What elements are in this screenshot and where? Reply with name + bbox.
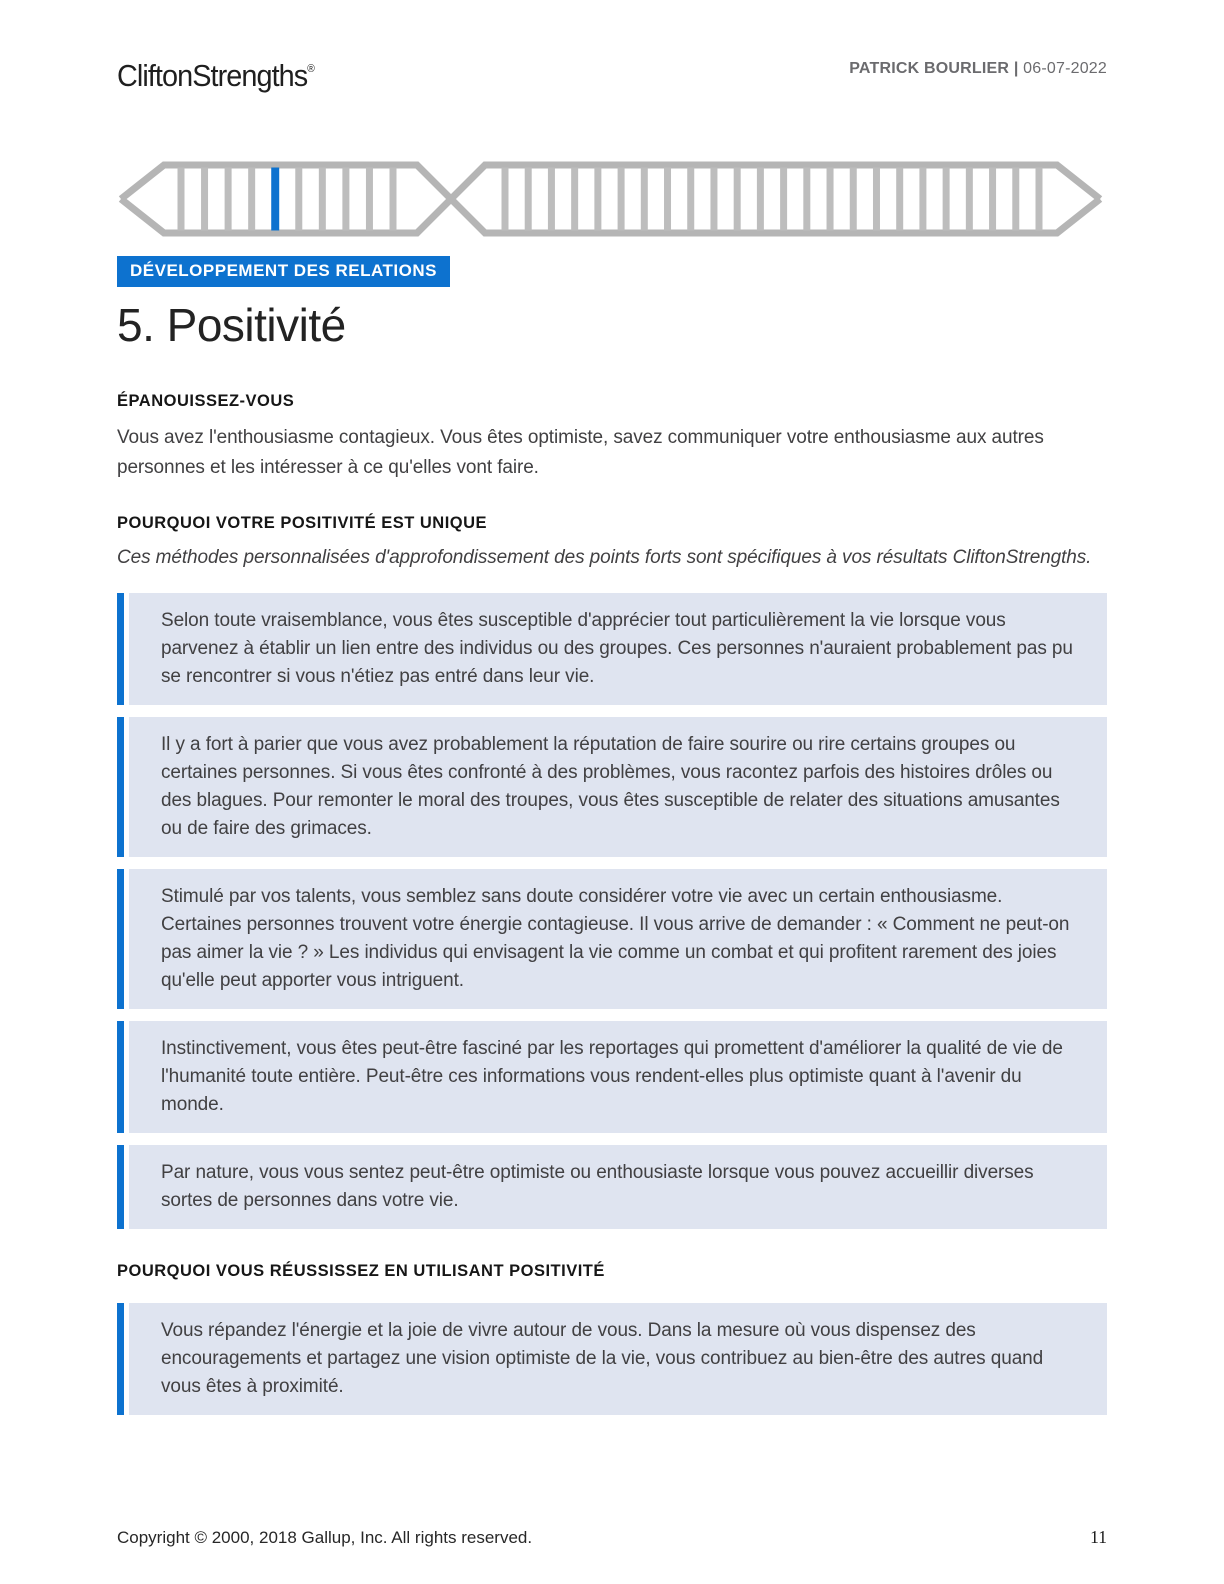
unique-insight-list [117,593,1107,1229]
insight-accent-bar [117,869,124,1009]
cliftonstrengths-logo [117,50,315,95]
domain-badge [117,256,450,287]
insight-accent-bar [117,717,124,857]
insight-box [117,717,1107,857]
insight-text: Stimulé par vos talents, vous semblez sans doute considérer votre vie avec un certain enthousiasme. Certaines personnes trouvent votre énergie contagieuse. Il vous arrive de demander : « Comment ne peut-on pas aimer la vie ? » Les individus qui envisagent la vie comme un combat et qui profitent rarement des joies qu'elle peut apporter vous intriguent. [129,869,1107,1009]
insight-box [117,869,1107,1009]
insight-box [117,1145,1107,1229]
page-number: 11 [1090,1527,1107,1547]
section-thrive [117,391,1107,483]
report-date: 06-07-2022 [1023,60,1107,77]
insight-text: Il y a fort à parier que vous avez probablement la réputation de faire sourire ou rire certains groupes ou certaines personnes. Si vous êtes confronté à des problèmes, vous racontez parfois des histoires drôles ou des blagues. Pour remonter le moral des troupes, vous êtes susceptible de relater des situations amusantes ou de faire des grimaces. [129,717,1107,857]
header-meta [849,60,1107,78]
page-footer [117,1527,1107,1548]
insight-box [117,1303,1107,1415]
logo-text: CliftonStrengths [117,58,308,93]
unique-intro: Ces méthodes personnalisées d'approfondissement des points forts sont spécifiques à vos résultats CliftonStrengths. [117,547,1092,568]
thrive-heading: ÉPANOUISSEZ-VOUS [117,392,295,410]
copyright-text: Copyright © 2000, 2018 Gallup, Inc. All rights reserved. [117,1528,533,1547]
insight-accent-bar [117,1303,124,1415]
person-name: PATRICK BOURLIER [849,60,1010,77]
insight-box [117,593,1107,705]
insight-text: Instinctivement, vous êtes peut-être fasciné par les reportages qui promettent d'améliorer la qualité de vie de l'humanité toute entière. Peut-être ces informations vous rendent-elles plus optimiste quant à l'avenir du monde. [129,1021,1107,1133]
dna-strand-graphic [117,157,1107,241]
header-divider: | [1013,60,1019,77]
insight-accent-bar [117,1145,124,1229]
insight-accent-bar [117,1021,124,1133]
insight-text: Vous répandez l'énergie et la joie de vivre autour de vous. Dans la mesure où vous dispensez des encouragements et partagez une vision optimiste de la vie, vous contribuez au bien-être des autres quand vous êtes à proximité. [129,1303,1107,1415]
page-header [117,0,1107,95]
succeed-heading: POURQUOI VOUS RÉUSSISSEZ EN UTILISANT POSITIVITÉ [117,1262,605,1280]
domain-badge-label: DÉVELOPPEMENT DES RELATIONS [130,261,437,280]
thrive-body: Vous avez l'enthousiasme contagieux. Vous êtes optimiste, savez communiquer votre enthousiasme aux autres personnes et les intéresser à ce qu'elles vont faire. [117,427,1044,478]
section-unique [117,513,1107,1229]
insight-box [117,1021,1107,1133]
page-title: 5. Positivité [117,299,346,351]
section-succeed [117,1261,1107,1415]
dna-strand-svg [117,157,1107,241]
insight-text: Par nature, vous vous sentez peut-être optimiste ou enthousiaste lorsque vous pouvez accueillir diverses sortes de personnes dans votre vie. [129,1145,1107,1229]
succeed-insight-list [117,1303,1107,1415]
insight-accent-bar [117,593,124,705]
insight-text: Selon toute vraisemblance, vous êtes susceptible d'apprécier tout particulièrement la vie lorsque vous parvenez à établir un lien entre des individus ou des groupes. Ces personnes n'auraient probablement pas pu se rencontrer si vous n'étiez pas entré dans leur vie. [129,593,1107,705]
unique-heading: POURQUOI VOTRE POSITIVITÉ EST UNIQUE [117,514,488,532]
registered-mark-icon: ® [307,63,315,75]
